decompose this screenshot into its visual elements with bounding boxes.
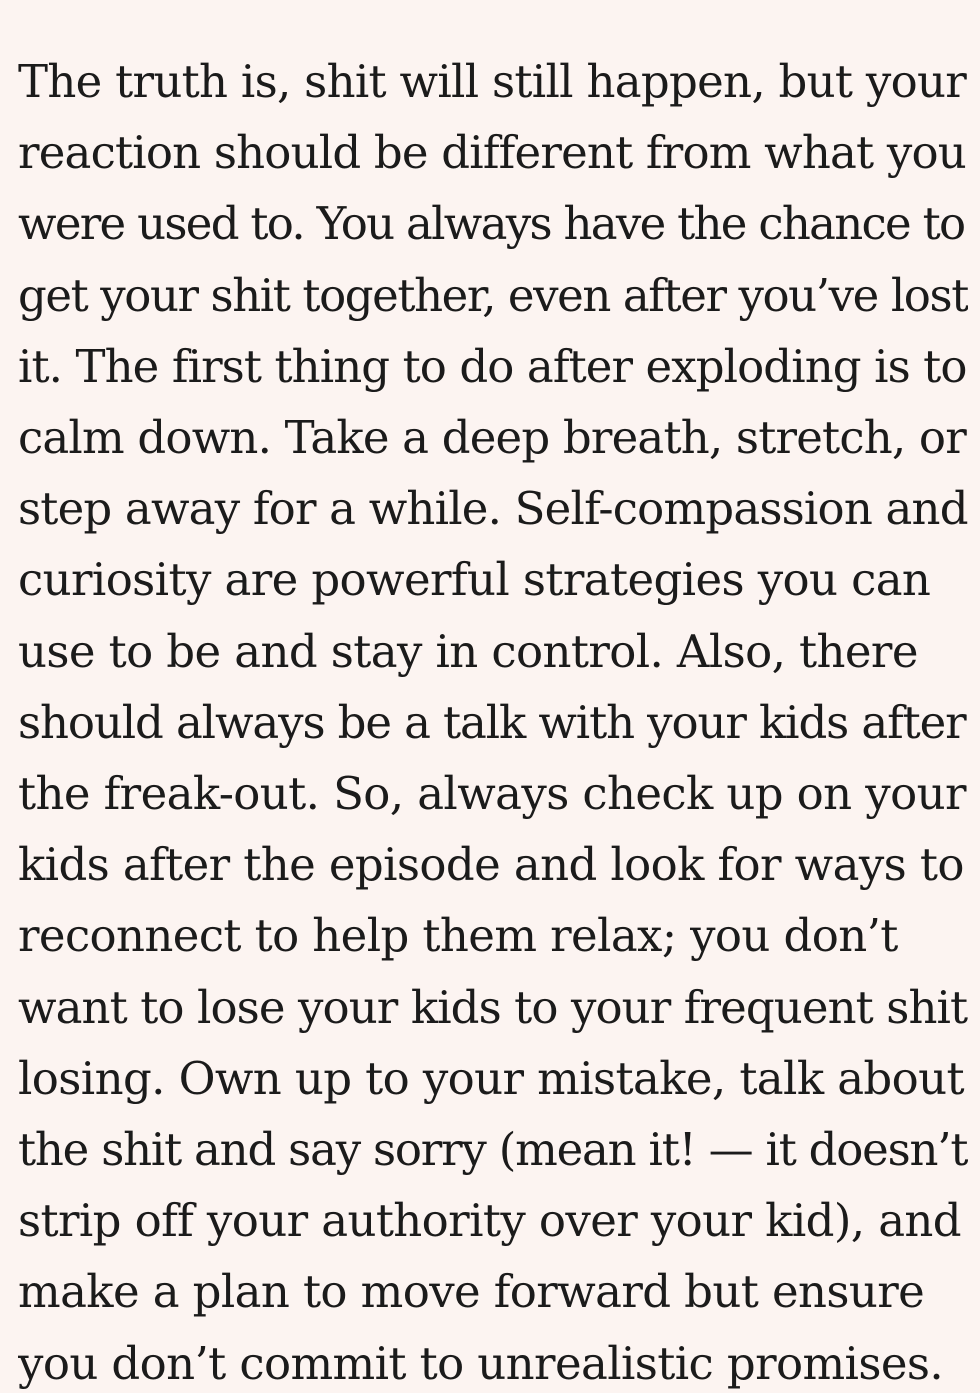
text-line: curiosity are powerful strategies you can xyxy=(18,553,931,607)
text-line: The truth is, shit will still happen, but your xyxy=(18,55,967,108)
text-line: step away for a while. Self-compassion and xyxy=(18,482,968,536)
text-line: you don’t commit to unrealistic promises. xyxy=(18,1336,944,1390)
text-line: make a plan to move forward but ensure xyxy=(18,1265,925,1319)
text-line: use to be and stay in control. Also, there xyxy=(18,624,918,678)
text-line: want to lose your kids to your frequent shit xyxy=(18,980,968,1034)
text-line: were used to. You always have the chance to xyxy=(18,197,965,251)
text-line: calm down. Take a deep breath, stretch, or xyxy=(18,411,966,465)
text-line: get your shit together, even after you’ve lost xyxy=(18,268,968,322)
reading-text-block xyxy=(18,46,968,1393)
text-line: the shit and say sorry (mean it! — it doesn’t xyxy=(18,1123,968,1177)
text-line: reaction should be different from what you xyxy=(18,126,966,180)
text-line: reconnect to help them relax; you don’t xyxy=(18,909,898,963)
text-line: kids after the episode and look for ways to xyxy=(18,838,964,892)
text-line: losing. Own up to your mistake, talk about xyxy=(18,1051,964,1105)
text-line: strip off your authority over your kid), and xyxy=(18,1194,962,1248)
text-line: it. The first thing to do after exploding is to xyxy=(18,339,967,393)
text-line: the freak-out. So, always check up on your xyxy=(18,767,966,821)
text-line: should always be a talk with your kids after xyxy=(18,695,966,749)
